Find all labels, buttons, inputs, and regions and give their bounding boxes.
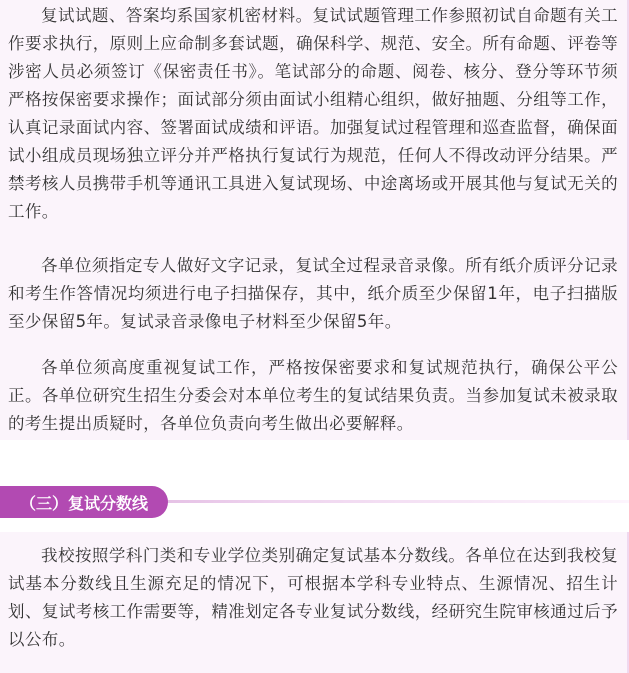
section-heading-title: （三）复试分数线 [20,493,149,513]
paragraph-exam-security: 复试试题、答案均系国家机密材料。复试试题管理工作参照初试自命题有关工作要求执行，原则上应命制多套试题，确保科学、规范、安全。所有命题、评卷等涉密人员必须签订《保密责任书》。笔试部分的命题、阅卷、核分、登分等环节须严格按保密要求操作；面试部分须由面试小组精心组织，做好抽题、分组等工作，认真记录面试内容、签署面试成绩和评语。加强复试过程管理和巡查监督，确保面试小组成员现场独立评分并严格执行复试行为规范，任何人不得改动评分结果。严禁考核人员携带手机等通讯工具进入复试现场、中途离场或开展其他与复试无关的工作。 [8,6,618,221]
paragraph-score-line: 我校按照学科门类和专业学位类别确定复试基本分数线。各单位在达到我校复试基本分数线且生源充足的情况下，可根据本学科专业特点、生源情况、招生计划、复试考核工作需要等，精准划定各专业复试分数线，经研究生院审核通过后予以公布。 [8,546,618,649]
paragraph-fairness: 各单位须高度重视复试工作，严格按保密要求和复试规范执行，确保公平公正。各单位研究生招生分委会对本单位考生的复试结果负责。当参加复试未被录取的考生提出质疑时，各单位负责向考生做出必要解释。 [8,358,618,433]
paragraph-recording: 各单位须指定专人做好文字记录，复试全过程录音录像。所有纸介质评分记录和考生作答情况均须进行电子扫描保存，其中，纸介质至少保留1年，电子扫描版至少保留5年。复试录音录像电子材料至少保留5年。 [8,256,618,331]
content-card-score-line [0,532,629,673]
section-heading-tag [0,486,168,518]
